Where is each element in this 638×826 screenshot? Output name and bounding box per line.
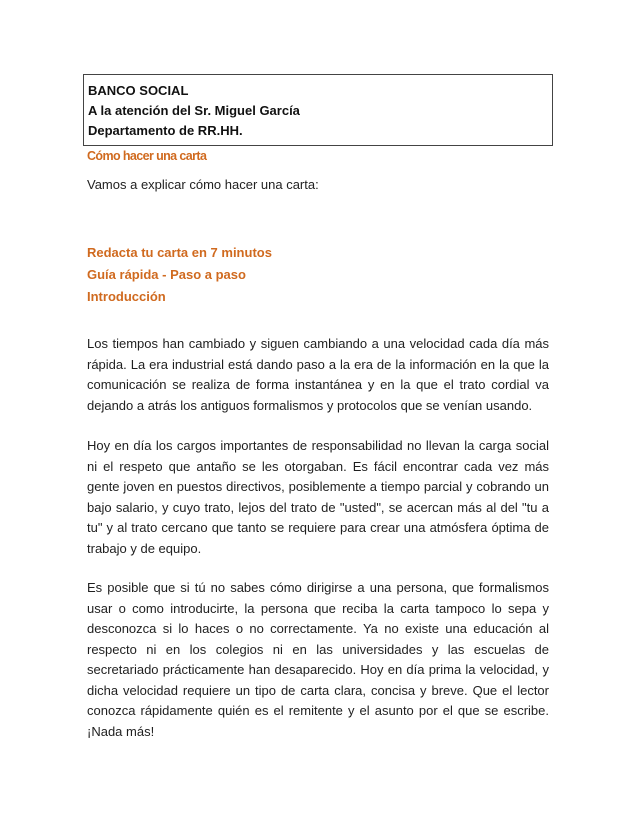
section-headings [87, 242, 272, 308]
recipient-attention: A la atención del Sr. Miguel García [88, 103, 300, 118]
paragraph-2: Hoy en día los cargos importantes de responsabilidad no llevan la carga social ni el respeto que antaño se les otorgaban. Es fácil encontrar cada vez más gente joven en puestos directivos, posiblemente a tiempo parcial y cobrando un bajo salario, y cuyo trato, lejos del trato de "usted", se acercan más al del "tu a tu" y al trato cercano que tanto se requiere para crear una atmósfera óptima de trabajo y de equipo. [87, 438, 549, 556]
heading-guia: Guía rápida - Paso a paso [87, 267, 246, 282]
heading-introduccion: Introducción [87, 289, 166, 304]
paragraph-3: Es posible que si tú no sabes cómo dirigirse a una persona, que formalismos usar o como introducirte, la persona que reciba la carta tampoco lo sepa y desconozca si lo haces o no correctamente. Ya no existe una educación al respecto ni en los colegios ni en las universidades y las escuelas de secretariado prácticamente han desaparecido. Hoy en día prima la velocidad, y dicha velocidad requiere un tipo de carta clara, concisa y breve. Que el lector conozca rápidamente quién es el remitente y el asunto por el que se escribe. ¡Nada más! [87, 580, 549, 739]
recipient-department: Departamento de RR.HH. [88, 123, 243, 138]
letter-subject: Cómo hacer una carta [87, 149, 207, 163]
heading-redacta: Redacta tu carta en 7 minutos [87, 245, 272, 260]
recipient-organization: BANCO SOCIAL [88, 83, 189, 98]
paragraph-1: Los tiempos han cambiado y siguen cambiando a una velocidad cada día más rápida. La era industrial está dando paso a la era de la información en la que la comunicación se realiza de forma instantánea y en la que el trato cordial va dejando a atrás los antiguos formalismos y protocolos que se venían usando. [87, 336, 549, 413]
intro-text: Vamos a explicar cómo hacer una carta: [87, 177, 319, 192]
recipient-box [83, 74, 553, 146]
